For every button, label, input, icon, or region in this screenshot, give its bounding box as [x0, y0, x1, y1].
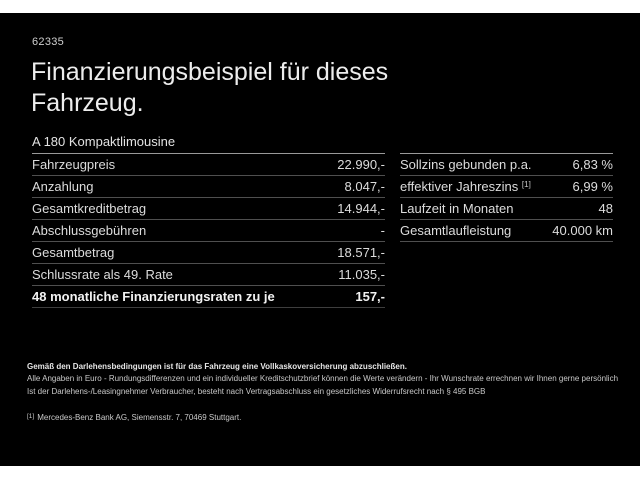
table-row	[400, 219, 613, 242]
table-row-monthly-rate	[32, 285, 385, 308]
table-row	[32, 175, 385, 197]
withdrawal-note: Ist der Darlehens-/Leasingnehmer Verbraucher, besteht nach Vertragsabschluss ein gesetzliches Widerrufsrecht nach § 495 BGB	[27, 386, 486, 396]
table-row	[400, 197, 613, 219]
table-row	[32, 263, 385, 285]
table-row	[32, 219, 385, 241]
row-value: -	[380, 223, 385, 238]
row-value: 14.944,-	[337, 201, 385, 216]
row-label: Schlussrate als 49. Rate	[32, 267, 173, 282]
table-row	[400, 153, 613, 175]
footnote-marker: [1]	[27, 413, 35, 421]
row-label: Gesamtkreditbetrag	[32, 201, 147, 216]
financing-example-card	[0, 13, 640, 466]
row-label: Gesamtlaufleistung	[400, 223, 512, 238]
footnote-marker: [1]	[521, 180, 531, 189]
row-value: 22.990,-	[337, 157, 385, 172]
legal-footnotes	[27, 361, 617, 422]
row-label: Fahrzeugpreis	[32, 157, 116, 172]
row-label: Anzahlung	[32, 179, 94, 194]
row-value: 6,99 %	[572, 179, 613, 194]
insurance-note: Gemäß den Darlehensbedingungen ist für das Fahrzeug eine Vollkaskoversicherung abzuschließen.	[27, 362, 407, 371]
row-label: Laufzeit in Monaten	[400, 201, 514, 216]
row-value: 48	[598, 201, 613, 216]
financing-amounts-table	[32, 153, 385, 308]
listing-number: 62335	[32, 36, 65, 48]
table-row	[32, 241, 385, 263]
bank-reference	[27, 413, 617, 422]
table-row	[32, 197, 385, 219]
table-row	[400, 175, 613, 197]
financing-conditions-table	[400, 153, 613, 242]
row-value: 40.000 km	[552, 223, 613, 238]
row-value: 157,-	[355, 289, 385, 304]
row-value: 18.571,-	[337, 245, 385, 260]
row-label: Sollzins gebunden p.a.	[400, 157, 532, 172]
row-label: Gesamtbetrag	[32, 245, 115, 260]
row-value: 6,83 %	[572, 157, 613, 172]
row-label: 48 monatliche Finanzierungsraten zu je	[32, 289, 275, 304]
row-label: Abschlussgebühren	[32, 223, 147, 238]
values-note: Alle Angaben in Euro - Rundungsdifferenzen und ein individueller Kreditschutzbrief können die Werte verändern - Ihr Wunschrate errechnen wir Ihnen gerne persönlich	[27, 374, 619, 384]
row-value: 8.047,-	[344, 179, 385, 194]
row-label: effektiver Jahreszins [1]	[400, 179, 531, 194]
bank-reference-text: Mercedes-Benz Bank AG, Siemensstr. 7, 70469 Stuttgart.	[37, 413, 242, 423]
row-value: 11.035,-	[338, 267, 385, 282]
table-row	[32, 153, 385, 175]
vehicle-model-label: A 180 Kompaktlimousine	[32, 134, 176, 149]
page-title: Finanzierungsbeispiel für dieses Fahrzeug.	[31, 58, 389, 117]
